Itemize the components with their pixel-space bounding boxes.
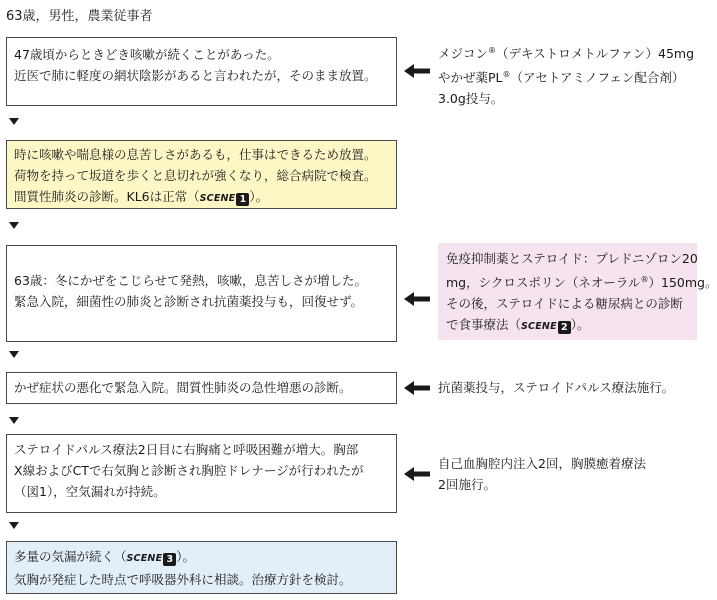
arrow-down-icon xyxy=(9,222,19,229)
box-4-line-1: かぜ症状の悪化で緊急入院。間質性肺炎の急性増悪の診断。 xyxy=(14,380,352,395)
note-2-line-4-text: で食事療法（ xyxy=(446,317,522,333)
scene-label: SCENE xyxy=(521,321,557,333)
box-6-line-1-text: 多量の気漏が続く（ xyxy=(14,549,127,564)
box-2-line-3 xyxy=(14,186,389,209)
note-2-line-4 xyxy=(446,314,689,337)
arrow-down-icon xyxy=(9,417,19,424)
note-2-line-3: その後，ステロイドによる糖尿病との診断 xyxy=(446,296,683,312)
arrow-down-icon xyxy=(9,118,19,125)
note-1-text-a: メジコン xyxy=(438,46,489,62)
note-4-line-1: 自己血胸腔内注入2回，胸膜癒着療法 xyxy=(438,456,646,471)
box-2-line-2: 荷物を持って坂道を歩くと息切れが強くなり，総合病院で検査。 xyxy=(14,168,377,183)
scene-number-badge: 3 xyxy=(163,553,176,566)
scene-label: SCENE xyxy=(126,553,163,564)
registered-mark: ® xyxy=(502,70,511,80)
note-2-line-1: 免疫抑制薬とステロイド：プレドニゾロン20 xyxy=(446,251,698,266)
note-2 xyxy=(438,243,717,340)
box-5-line-1: ステロイドパルス療法2日目に右胸痛と呼吸困難が増大。胸部 xyxy=(14,442,359,457)
note-2-text-b: ）150mg。 xyxy=(648,275,717,291)
arrow-left-icon xyxy=(404,381,430,395)
box-1-line-2: 近医で肺に軽度の網状陰影があると言われたが，そのまま放置。 xyxy=(14,68,377,83)
box-2-line-3-text: 間質性肺炎の診断。KL6は正常（ xyxy=(14,189,200,204)
registered-mark: ® xyxy=(488,46,497,55)
timeline-box-6 xyxy=(6,541,397,594)
timeline-box-4 xyxy=(6,372,397,404)
box-2-line-1: 時に咳嗽や喘息様の息苦しさがあるも，仕事はできるため放置。 xyxy=(14,147,377,162)
note-1-text-b: （デキストロメトルファン）45mg xyxy=(496,46,695,62)
registered-mark: ® xyxy=(640,275,649,284)
arrow-left-icon xyxy=(404,64,430,78)
scene-number-badge: 2 xyxy=(558,321,571,334)
note-3-line-1: 抗菌薬投与，ステロイドパルス療法施行。 xyxy=(438,380,675,395)
note-1 xyxy=(438,40,693,109)
arrow-down-icon xyxy=(9,351,19,358)
timeline-box-3 xyxy=(6,245,397,342)
case-header: 63歳，男性，農業従事者 xyxy=(6,9,153,24)
note-1-text-c: やかぜ薬PL xyxy=(438,70,503,86)
timeline-box-1 xyxy=(6,37,397,106)
note-2-line-2 xyxy=(446,269,717,293)
box-5-line-3: （図1），空気漏れが持続。 xyxy=(14,484,166,499)
note-2-line-4-end: ）。 xyxy=(570,317,590,333)
note-3 xyxy=(438,377,693,398)
box-1-line-1: 47歳頃からときどき咳嗽が続くことがあった。 xyxy=(14,47,280,62)
note-2-text-a: mg，シクロスポリン（ネオーラル xyxy=(446,275,641,291)
timeline-box-2 xyxy=(6,140,397,209)
arrow-left-icon xyxy=(404,292,430,306)
box-3-line-1: 63歳：冬にかぜをこじらせて発熱，咳嗽，息苦しさが増した。 xyxy=(14,273,368,288)
box-3-line-2: 緊急入院，細菌性の肺炎と診断され抗菌薬投与も，回復せず。 xyxy=(14,294,364,309)
note-4-line-2: 2回施行。 xyxy=(438,477,496,492)
arrow-down-icon xyxy=(9,522,19,529)
scene-label: SCENE xyxy=(199,193,236,204)
note-1-line-1 xyxy=(438,40,693,64)
arrow-left-icon xyxy=(404,467,430,481)
box-5-line-2: X線およびCTで右気胸と診断され胸腔ドレナージが行われたが xyxy=(14,463,364,478)
scene-number-badge: 1 xyxy=(236,193,249,206)
note-1-text-d: （アセトアミノフェン配合剤） xyxy=(510,70,685,86)
box-6-line-2: 気胸が発症した時点で呼吸器外科に相談。治療方針を検討。 xyxy=(14,572,352,587)
box-6-line-1-end: ）。 xyxy=(176,549,196,564)
box-2-line-3-end: ）。 xyxy=(249,189,269,204)
box-6-line-1 xyxy=(14,546,389,569)
note-1-line-2 xyxy=(438,64,693,88)
note-1-line-3: 3.0g投与。 xyxy=(438,91,504,107)
timeline-box-5 xyxy=(6,434,397,513)
note-4 xyxy=(438,453,693,495)
